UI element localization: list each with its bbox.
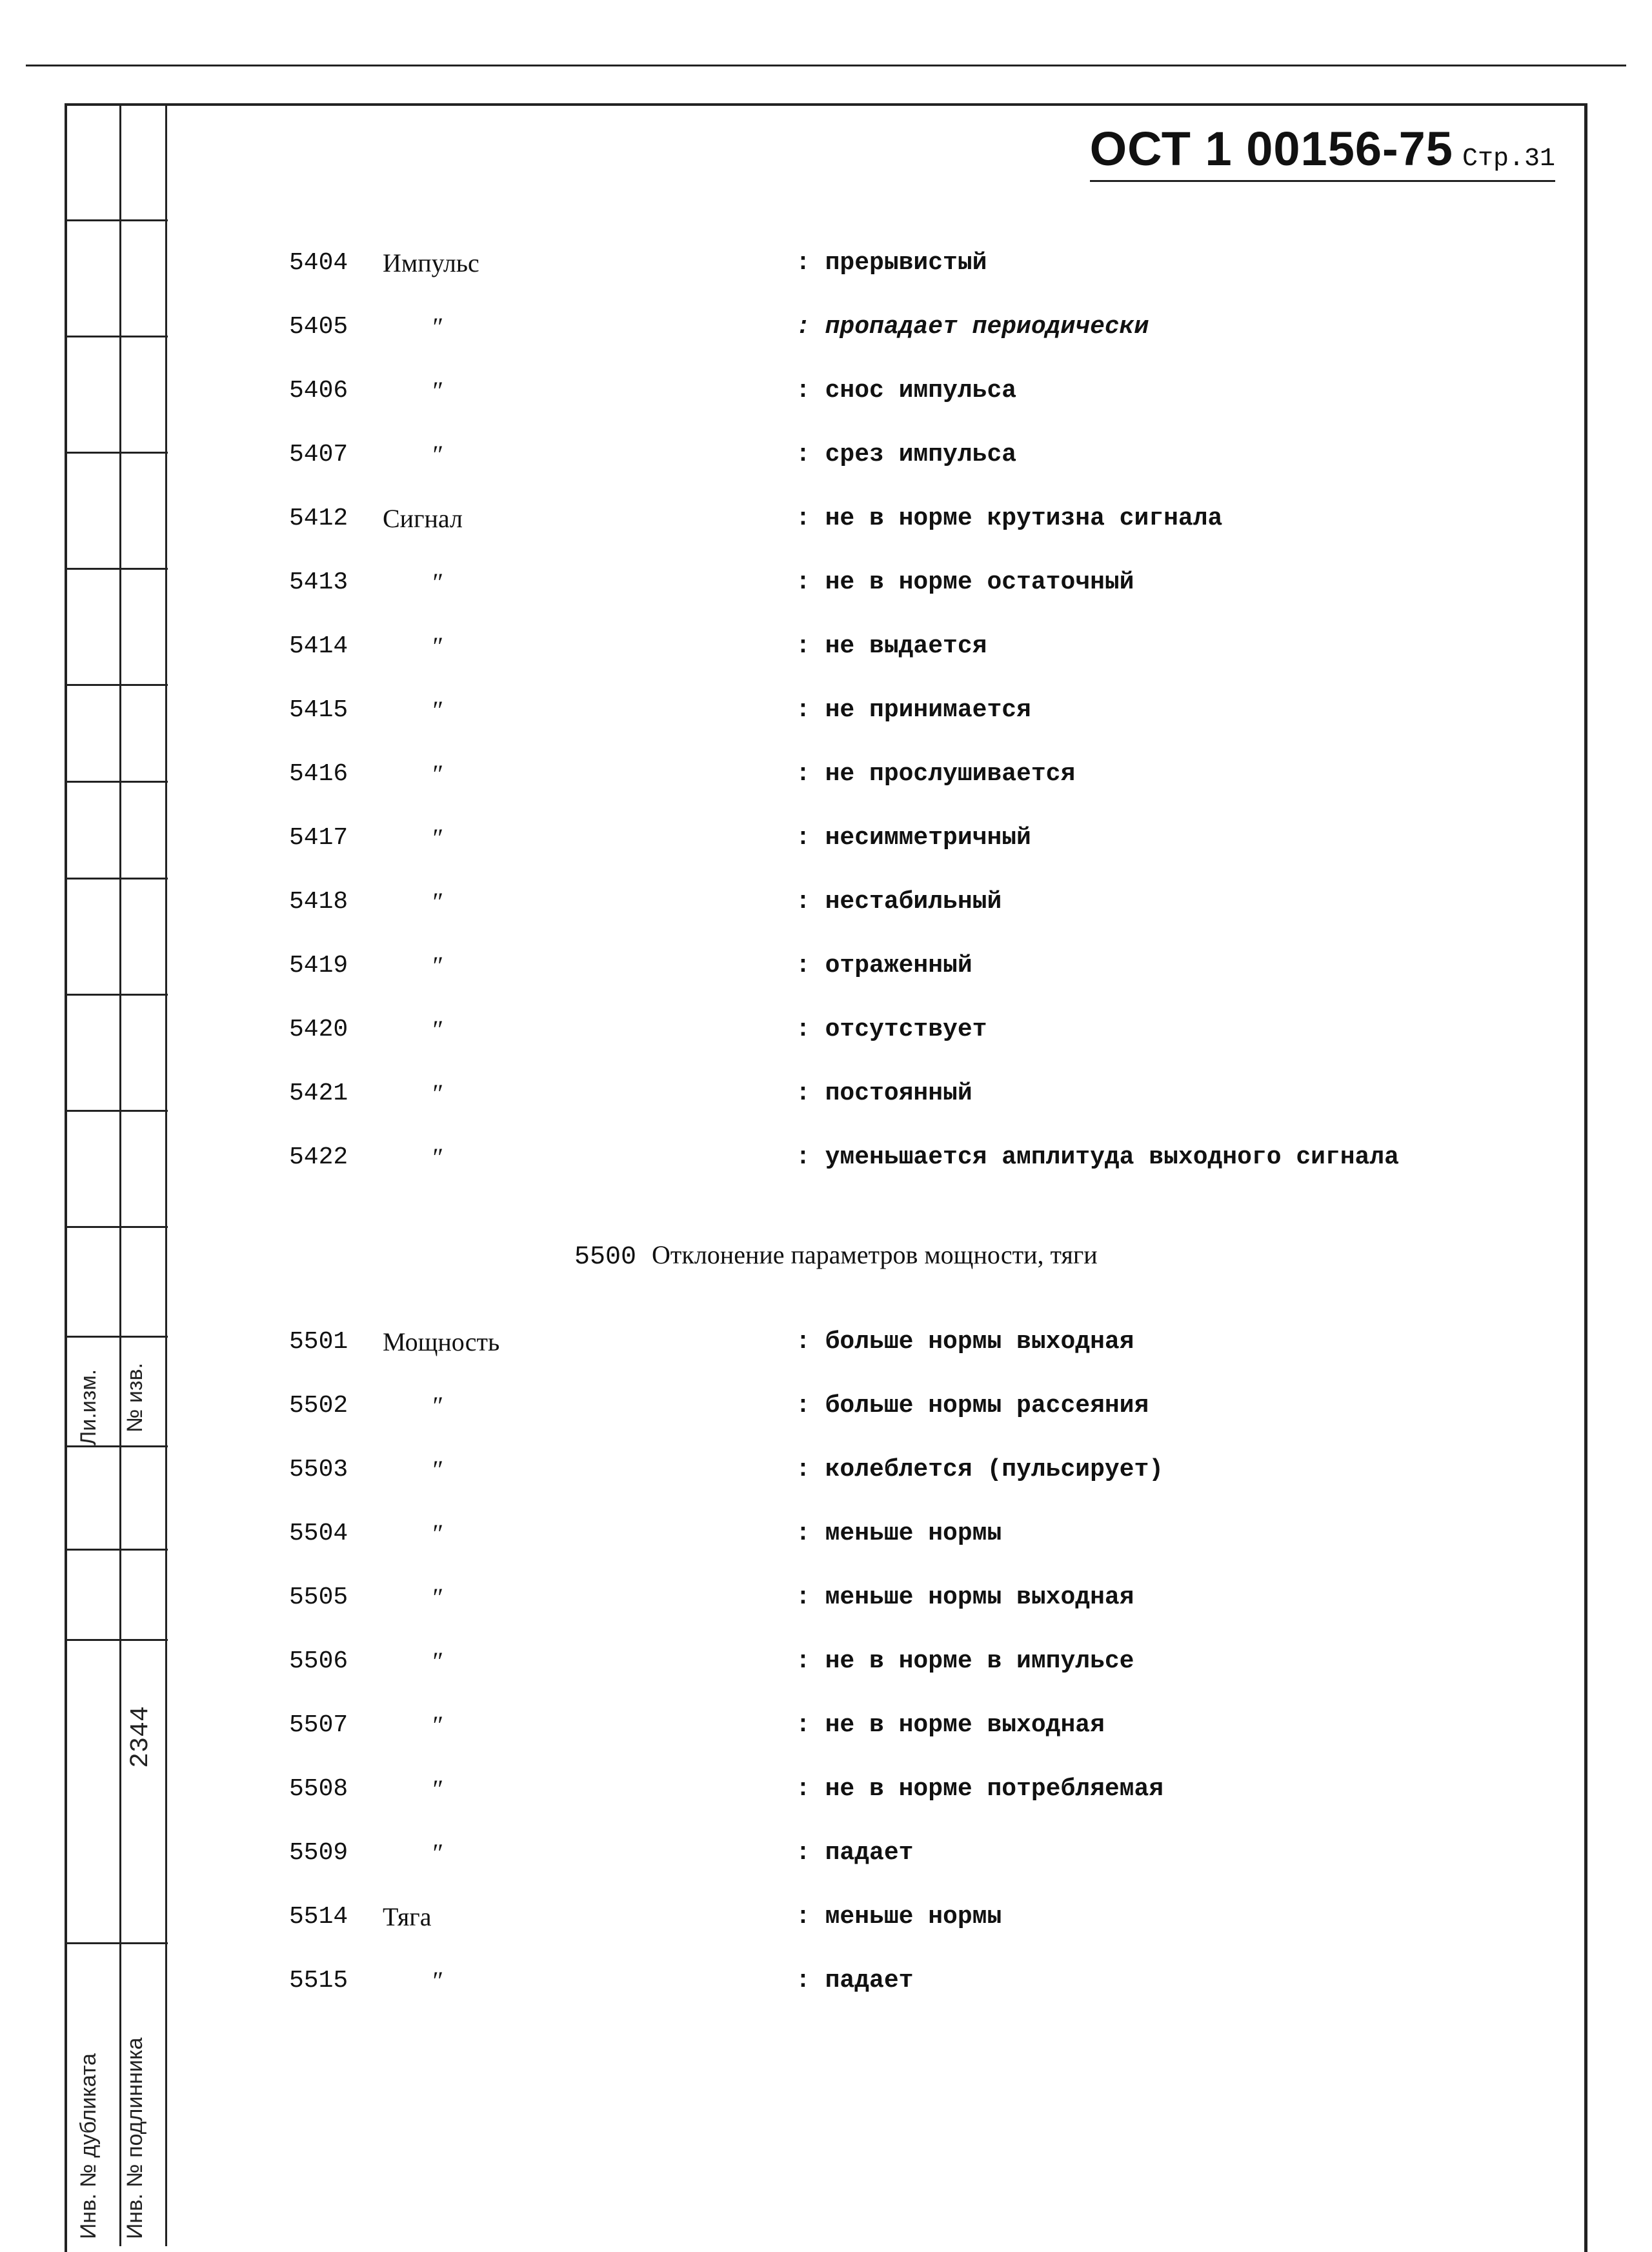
strip-row-line: [65, 878, 168, 880]
stamp-label-inv-podlinnika: Инв. № подлинника: [123, 2037, 147, 2239]
stamp-label-no-izv: № изв.: [123, 1362, 147, 1433]
list-item: 5415 ″ : не принимается: [289, 696, 1031, 725]
strip-row-line: [65, 336, 168, 337]
list-item: 5501 Мощность : больше нормы выходная: [289, 1327, 1134, 1356]
stamp-number: 2344: [126, 1705, 156, 1768]
page-number: Стр.31: [1462, 145, 1555, 174]
strip-row-line: [65, 1549, 168, 1551]
list-item: 5502 ″ : больше нормы рассеяния: [289, 1391, 1149, 1420]
stamp-strip: [65, 103, 168, 2246]
strip-divider: [165, 103, 167, 2246]
list-item: 5404 Импульс : прерывистый: [289, 248, 987, 277]
strip-row-line: [65, 1110, 168, 1112]
list-item: 5413 ″ : не в норме остаточный: [289, 568, 1134, 597]
list-item: 5421 ″ : постоянный: [289, 1079, 972, 1108]
list-item: 5405 ″ : пропадает периодически: [289, 312, 1149, 341]
strip-row-line: [65, 1639, 168, 1641]
section-title: Отклонение параметров мощности, тяги: [652, 1240, 1098, 1269]
list-item: 5418 ″ : нестабильный: [289, 887, 1002, 916]
list-item: 5412 Сигнал : не в норме крутизна сигнала: [289, 504, 1223, 533]
strip-row-line: [65, 1942, 168, 1944]
list-item: 5420 ″ : отсутствует: [289, 1015, 987, 1044]
strip-row-line: [65, 452, 168, 454]
strip-row-line: [65, 568, 168, 570]
section-heading: [574, 1236, 1098, 1277]
section-number: 5500: [574, 1243, 637, 1272]
list-item: 5416 ″ : не прослушивается: [289, 759, 1076, 789]
list-item: 5506 ″ : не в норме в импульсе: [289, 1647, 1134, 1676]
list-item: 5414 ″ : не выдается: [289, 632, 987, 661]
list-item: 5507 ″ : не в норме выходная: [289, 1711, 1105, 1740]
top-border-line: [26, 65, 1626, 66]
list-item: 5504 ″ : меньше нормы: [289, 1519, 1002, 1548]
list-item: 5407 ″ : срез импульса: [289, 440, 1017, 469]
strip-row-line: [65, 1336, 168, 1338]
list-item: 5514 Тяга : меньше нормы: [289, 1902, 1002, 1931]
list-item: 5422 ″ : уменьшается амплитуда выходного сигнала: [289, 1143, 1399, 1172]
list-item: 5508 ″ : не в норме потребляемая: [289, 1774, 1164, 1804]
stamp-label-inv-dublikata: Инв. № дубликата: [76, 2053, 101, 2239]
list-item: 5509 ″ : падает: [289, 1838, 914, 1867]
list-item: 5419 ″ : отраженный: [289, 951, 972, 980]
list-item: 5417 ″ : несимметричный: [289, 823, 1031, 852]
strip-row-line: [65, 781, 168, 783]
standard-code: ОСТ 1 00156-75: [1089, 122, 1453, 176]
strip-divider: [119, 103, 121, 2246]
list-item: 5406 ″ : снос импульса: [289, 376, 1017, 405]
strip-row-line: [65, 994, 168, 996]
strip-row-line: [65, 219, 168, 221]
list-item: 5515 ″ : падает: [289, 1966, 914, 1995]
document-header: [1090, 121, 1555, 182]
stamp-label-li-izm: Ли.изм.: [76, 1369, 101, 1445]
strip-row-line: [65, 1226, 168, 1228]
strip-row-line: [65, 1445, 168, 1447]
strip-row-line: [65, 684, 168, 686]
list-item: 5503 ″ : колеблется (пульсирует): [289, 1455, 1164, 1484]
list-item: 5505 ″ : меньше нормы выходная: [289, 1583, 1134, 1612]
